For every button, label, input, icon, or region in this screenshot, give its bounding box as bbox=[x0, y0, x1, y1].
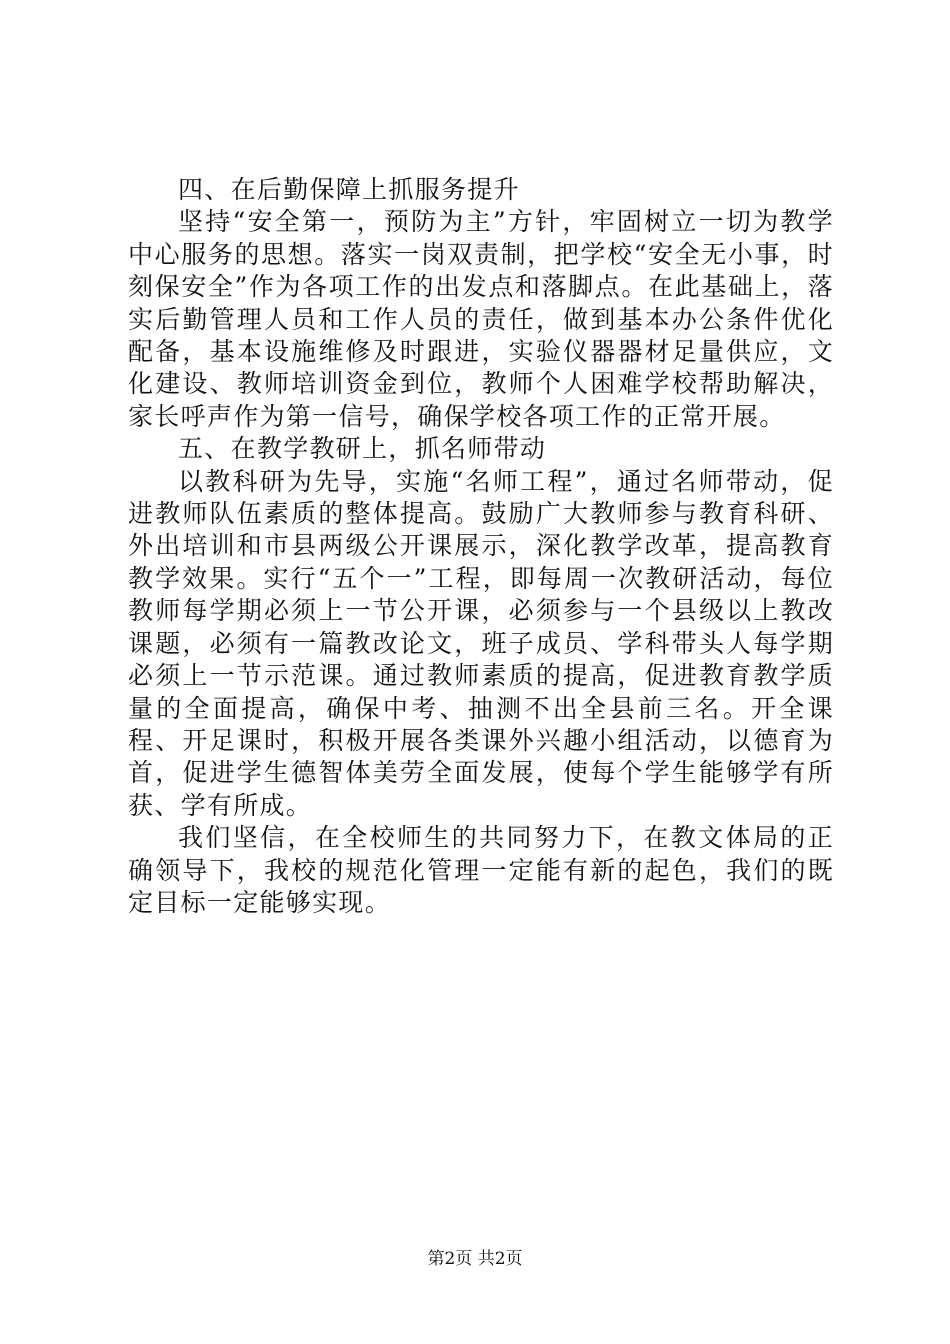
closing-paragraph: 我们坚信，在全校师生的共同努力下，在教文体局的正确领导下，我校的规范化管理一定能有新的起色，我们的既定目标一定能够实现。 bbox=[128, 823, 834, 917]
section-heading-5: 五、在教学教研上，抓名师带动 bbox=[178, 434, 547, 464]
section-heading-4: 四、在后勤保障上抓服务提升 bbox=[178, 175, 520, 204]
document-body bbox=[128, 174, 834, 919]
section-paragraph-4: 坚持“安全第一，预防为主”方针，牢固树立一切为教学中心服务的思想。落实一岗双责制，把学校“安全无小事，时刻保安全”作为各项工作的出发点和落脚点。在此基础上，落实后勤管理人员和工作人员的责任，做到基本办公条件优化配备，基本设施维修及时跟进，实验仪器器材足量供应，文化建设、教师培训资金到位，教师个人困难学校帮助解决，家长呼声作为第一信号，确保学校各项工作的正常开展。 bbox=[128, 207, 834, 431]
page-footer: 第2页 共2页 bbox=[427, 1249, 523, 1269]
section-paragraph-5: 以教科研为先导，实施“名师工程”，通过名师带动，促进教师队伍素质的整体提高。鼓励广大教师参与教育科研、外出培训和市县两级公开课展示，深化教学改革，提高教育教学效果。实行“五个一”工程，即每周一次教研活动，每位教师每学期必须上一节公开课，必须参与一个县级以上教改课题，必须有一篇教改论文，班子成员、学科带头人每学期必须上一节示范课。通过教师素质的提高，促进教育教学质量的全面提高，确保中考、抽测不出全县前三名。开全课程、开足课时，积极开展各类课外兴趣小组活动，以德育为首，促进学生德智体美劳全面发展，使每个学生能够学有所获、学有所成。 bbox=[128, 466, 834, 820]
